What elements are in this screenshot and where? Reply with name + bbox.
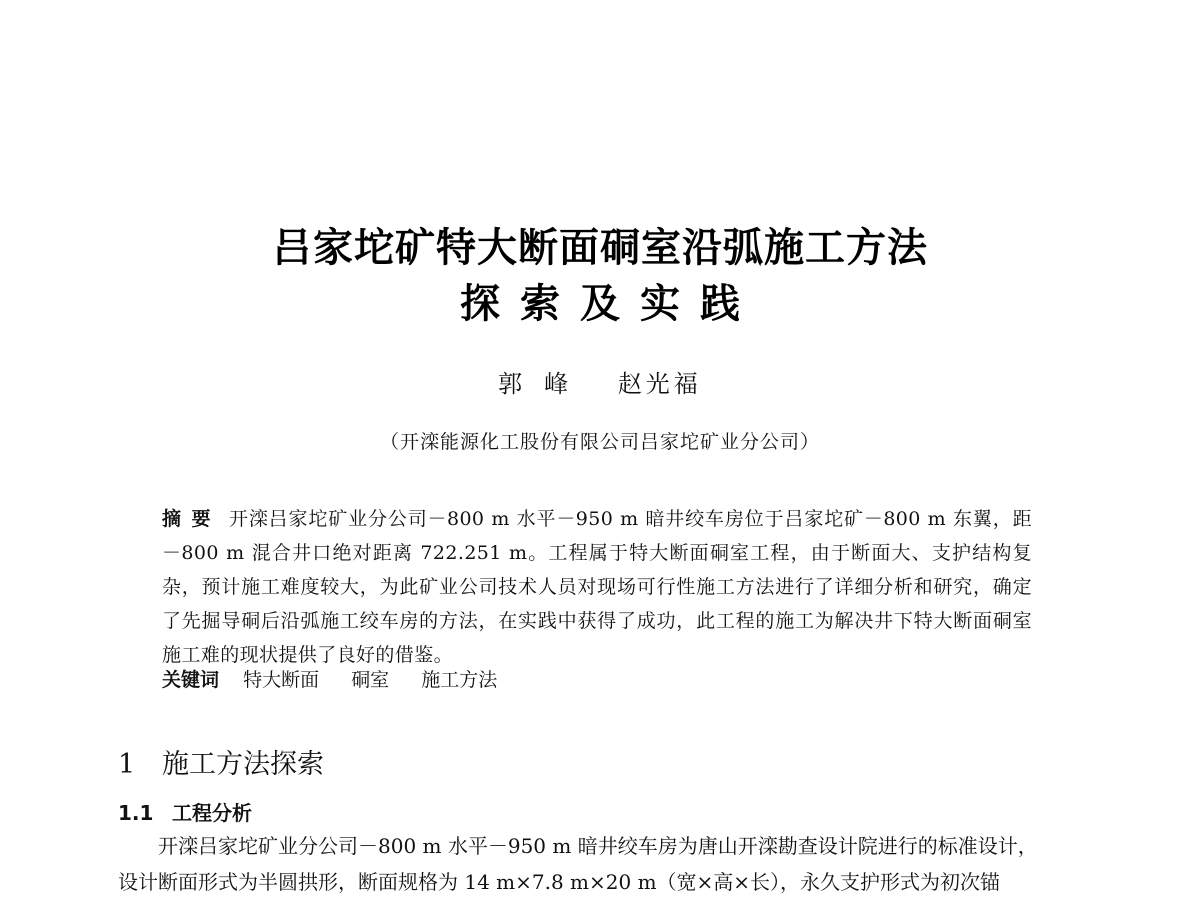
paper-title-line-2: 探索及实践 <box>460 281 760 327</box>
subsection-number: 1.1 <box>118 801 154 825</box>
body-line: 开滦吕家坨矿业分公司－800 m 水平－950 m 暗井绞车房为唐山开滦勘查设计院进行的标准设计， <box>158 834 1038 858</box>
keywords-label: 关键词 <box>162 669 220 691</box>
subsection-heading <box>118 797 252 826</box>
abstract-text: 开滦吕家坨矿业分公司－800 m 水平－950 m 暗井绞车房位于吕家坨矿－800 m 东翼，距－800 m 混合井口绝对距离 722.251 m。工程属于特大断面硐室工程，由于断面大、支护结构复杂，预计施工难度较大，为此矿业公司技术人员对现场可行性施工方法进行了详细分析和研究，确定了先掘导硐后沿弧施工绞车房的方法，在实践中获得了成功，此工程的施工为解决井下特大断面硐室施工难的现状提供了良好的借鉴。 <box>162 508 1032 666</box>
subsection-title: 工程分析 <box>172 801 252 825</box>
body-paragraph <box>118 828 1066 900</box>
author-name: 赵光福 <box>617 370 702 398</box>
abstract-label: 摘要 <box>162 508 221 530</box>
author-name: 郭峰 <box>498 370 591 398</box>
paper-title-line-1: 吕家坨矿特大断面硐室沿弧施工方法 <box>272 225 928 271</box>
section-title: 施工方法探索 <box>162 749 324 780</box>
keyword: 硐室 <box>351 669 390 691</box>
keyword: 施工方法 <box>421 669 498 691</box>
author-affiliation: （开滦能源化工股份有限公司吕家坨矿业分公司） <box>379 431 820 453</box>
keywords <box>162 663 1032 697</box>
author-list <box>0 364 1200 399</box>
body-line: 设计断面形式为半圆拱形，断面规格为 14 m×7.8 m×20 m（宽×高×长），永久支护形式为初次锚 <box>118 870 1001 894</box>
section-heading <box>118 742 324 781</box>
section-number: 1 <box>118 749 136 780</box>
abstract <box>162 502 1032 672</box>
keyword: 特大断面 <box>243 669 320 691</box>
